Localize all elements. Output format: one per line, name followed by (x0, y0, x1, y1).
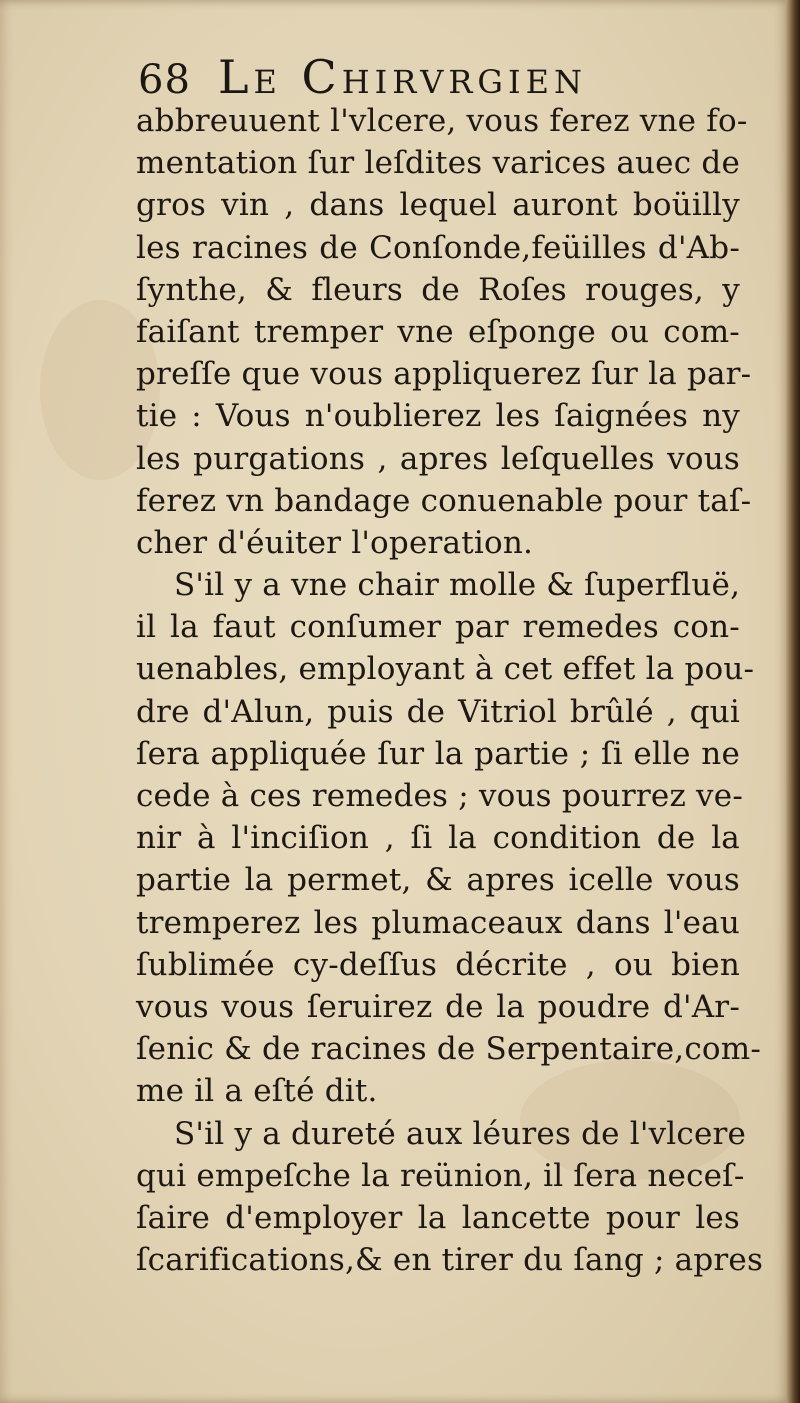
text-line: tremperez les plumaceaux dans l'eau (136, 904, 740, 941)
text-line: ſcarifications,& en tirer du ſang ; apres (136, 1242, 764, 1279)
text-line: abbreuuent l'vlcere, vous ferez vne fo- (136, 103, 748, 139)
page-edge (786, 0, 800, 1403)
text-line: nir à l'inciſion , ſi la condition de la (136, 820, 740, 857)
text-line: me il a eſté dit. (136, 1073, 378, 1110)
text-line: les purgations , apres leſquelles vous (136, 440, 740, 477)
text-line: cede à ces remedes ; vous pourrez ve- (136, 778, 743, 814)
text-line: vous vous ſeruirez de la poudre d'Ar- (136, 988, 740, 1025)
page-header (138, 50, 698, 106)
text-line: mentation ſur leſdites varices auec de (136, 145, 740, 182)
text-line: tie : Vous n'oublierez les ſaignées ny (136, 398, 740, 435)
text-line: dre d'Alun, puis de Vitriol brûlé , qui (136, 693, 740, 730)
running-title: Le Chirvrgien (218, 50, 587, 104)
text-line: ſera appliquée ſur la partie ; ſi elle ne (136, 735, 740, 772)
text-line: il la faut conſumer par remedes con- (136, 609, 740, 646)
text-line: uenables, employant à cet effet la pou- (136, 651, 755, 688)
text-line: ſublimée cy-deſſus décrite , ou bien (136, 946, 740, 983)
text-line: cher d'éuiter l'operation. (136, 524, 534, 561)
paragraph-start-line: S'il y a vne chair molle & ſuperfluë, (174, 567, 741, 604)
text-line: ferez vn bandage conuenable pour taſ- (136, 482, 752, 519)
text-line: qui empeſche la reünion, il ſera neceſ- (136, 1157, 745, 1194)
text-line: ſaire d'employer la lancette pour les (136, 1199, 740, 1236)
text-line: ſynthe, & fleurs de Roſes rouges, y (136, 271, 740, 308)
body-text (136, 100, 764, 1281)
page-number: 68 (138, 57, 191, 103)
text-line: preſſe que vous appliquerez ſur la par- (136, 356, 752, 393)
text-line: partie la permet, & apres icelle vous (136, 862, 740, 899)
paragraph-start-line: S'il y a dureté aux léures de l'vlcere (174, 1115, 747, 1152)
text-line: faiſant tremper vne eſponge ou com- (136, 313, 740, 350)
text-line: gros vin , dans lequel auront boüilly (136, 187, 740, 224)
text-line: les racines de Conſonde,feüilles d'Ab- (136, 229, 740, 266)
text-line: ſenic & de racines de Serpentaire,com- (136, 1031, 762, 1068)
